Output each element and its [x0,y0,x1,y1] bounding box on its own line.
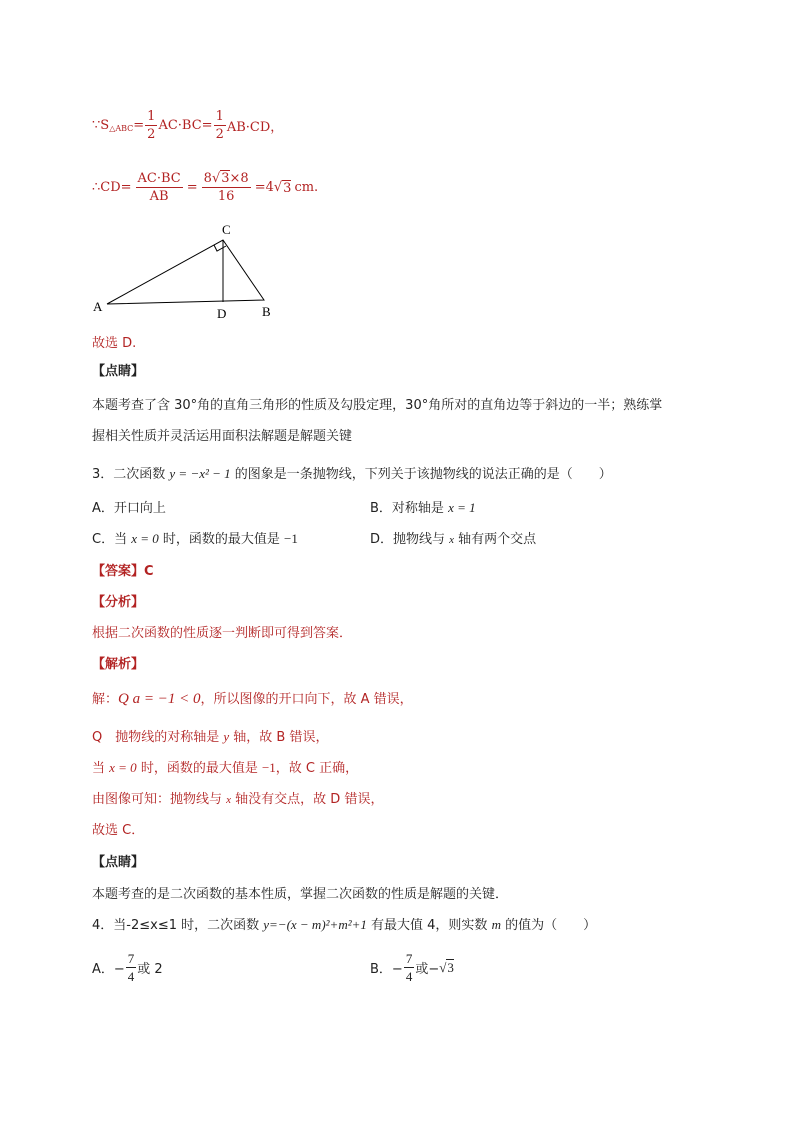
triangle-abc [107,240,264,304]
vertex-c-label: C [222,222,231,237]
option-a-suffix: 或 2 [137,962,163,977]
fraction-numerator: 8√3×8 [203,171,249,186]
q4-text-3: 的值为（ ） [500,918,597,933]
q4-text-2: 有最大值 4，则实数 [366,918,492,933]
solution-line-4 [92,788,383,807]
sol1-formula: Q a = −1 < 0 [118,691,201,707]
equals-sign: = [133,118,145,133]
dianjing-paragraph-2: 本题考查的是二次函数的基本性质，掌握二次函数的性质是解题的关键． [92,887,509,902]
sol3-formula: x = 0 [109,760,137,775]
option-b-text: B．对称轴是 [370,501,449,516]
dianjing-heading-1: 【点睛】 [92,364,145,379]
formula-middle: AC·BC= [158,118,213,133]
sol4-text: 由图像可知：抛物线与 [92,792,227,807]
sqrt-radicand: 3 [283,180,292,196]
q3-option-c [92,528,298,547]
unit-cm: cm. [294,180,319,195]
question-3 [92,463,612,482]
analysis-heading: 【分析】 [92,595,145,610]
sol3-text-2: 时，函数的最大值是 [136,761,262,776]
option-d-text-2: 轴有两个交点 [454,532,537,547]
option-b-mid: 或− [415,962,440,977]
q3-option-b [370,497,476,516]
solution-line-5: 故选 C． [92,823,145,838]
fraction-numerator: 1 [215,109,224,124]
area-formula [92,108,283,143]
num-pre: 8 [203,171,212,186]
fraction-half-1 [145,108,157,143]
fraction-numerator: AC·BC [137,171,181,186]
vertex-a-label: A [93,299,103,314]
sol4-x: x [226,794,232,806]
fraction-denominator: AB [149,189,169,204]
option-c-value: −1 [284,531,298,546]
option-d-text: D．抛物线与 [370,532,450,547]
dianjing-paragraph-line-2: 握相关性质并灵活运用面积法解题是解题关键 [92,429,353,444]
sol4-text-2: 轴没有交点，故 D 错误， [231,792,384,807]
q3-option-a: A．开口向上 [92,501,166,516]
sol2-text-2: 轴，故 B 错误， [229,730,329,745]
option-c-text: C．当 [92,532,132,547]
solution-line-1 [92,688,413,708]
fraction-numerator: 7 [405,951,413,966]
formula-tail: AB·CD， [226,120,284,135]
dianjing-paragraph-line-1: 本题考查了含 30°角的直角三角形的性质及勾股定理，30°角所对的直角边等于斜边的一半；熟练掌 [92,398,663,413]
q3-option-d [370,528,536,547]
sol3-text-3: ，故 C 正确， [275,761,359,776]
fraction-denominator: 16 [217,189,235,204]
therefore-cd: ∴CD= [92,180,132,195]
sqrt-radicand: 3 [221,171,230,186]
option-a-prefix: A．− [92,962,125,977]
option-b-formula: x = 1 [448,500,476,515]
fraction-denominator: 4 [405,969,413,984]
solution-line-3 [92,757,358,776]
num-post: ×8 [229,171,249,186]
q3-function: y = −x² − 1 [169,466,231,481]
sol2-text: Q 抛物线的对称轴是 [92,730,224,745]
point-d-label: D [217,306,227,321]
q4-text: 4．当-2≤x≤1 时，二次函数 [92,918,264,933]
equals-sign: = [186,180,198,195]
because-symbol: ∵S [92,118,110,133]
q3-number: 3．二次函数 [92,467,170,482]
sol2-y: y [223,729,230,744]
fraction-seven-fourths [404,950,415,985]
cd-formula: ∴CD= $\frac{AC\cdot BC}{AB}$ = $\frac{8√3\times 8}{16}$ =4 √ 3 cm. [92,171,319,204]
fraction-numeric [202,170,251,205]
fraction-denominator: 2 [147,127,156,142]
option-c-formula: x = 0 [131,531,159,546]
question-4 [92,914,596,933]
q4-m: m [491,917,501,932]
q3-stem: 的图象是一条抛物线，下列关于该抛物线的说法正确的是（ ） [230,467,612,482]
answer-label: 【答案】C [92,564,154,579]
vertex-b-label: B [262,304,271,319]
fraction-denominator: 2 [215,127,224,142]
solution-line-2 [92,726,328,745]
right-angle-mark [214,245,226,251]
fraction-denominator: 4 [127,969,135,984]
analysis-text: 根据二次函数的性质逐一判断即可得到答案． [92,626,353,641]
option-d-x: x [449,534,455,546]
dianjing-heading-2: 【点睛】 [92,855,145,870]
q4-option-a [92,950,163,985]
fraction-acbc-ab [136,170,183,205]
sqrt-radicand: 3 [447,960,454,975]
triangle-subscript: △ABC [109,124,134,133]
right-triangle-diagram [85,218,290,328]
solution-heading: 【解析】 [92,657,145,672]
fraction-numerator: 1 [147,109,156,124]
result-prefix: =4 [254,180,274,195]
sol3-value: −1 [261,760,276,775]
sol3-text: 当 [92,761,110,776]
choose-d-text: 故选 D. [92,336,137,351]
sol1-text: ，所以图像的开口向下，故 A 错误， [200,692,413,707]
option-b-prefix: B．− [370,962,403,977]
fraction-numerator: 7 [127,951,135,966]
sol1-prefix: 解： [92,692,119,707]
q4-option-b: B．− $\frac{7}{4}$ 或− √ 3 [370,951,454,984]
fraction-half-2 [214,108,226,143]
fraction-seven-fourths [126,950,137,985]
option-c-text-2: 时，函数的最大值是 [158,532,285,547]
q4-function: y=−(x − m)²+m²+1 [263,917,367,932]
